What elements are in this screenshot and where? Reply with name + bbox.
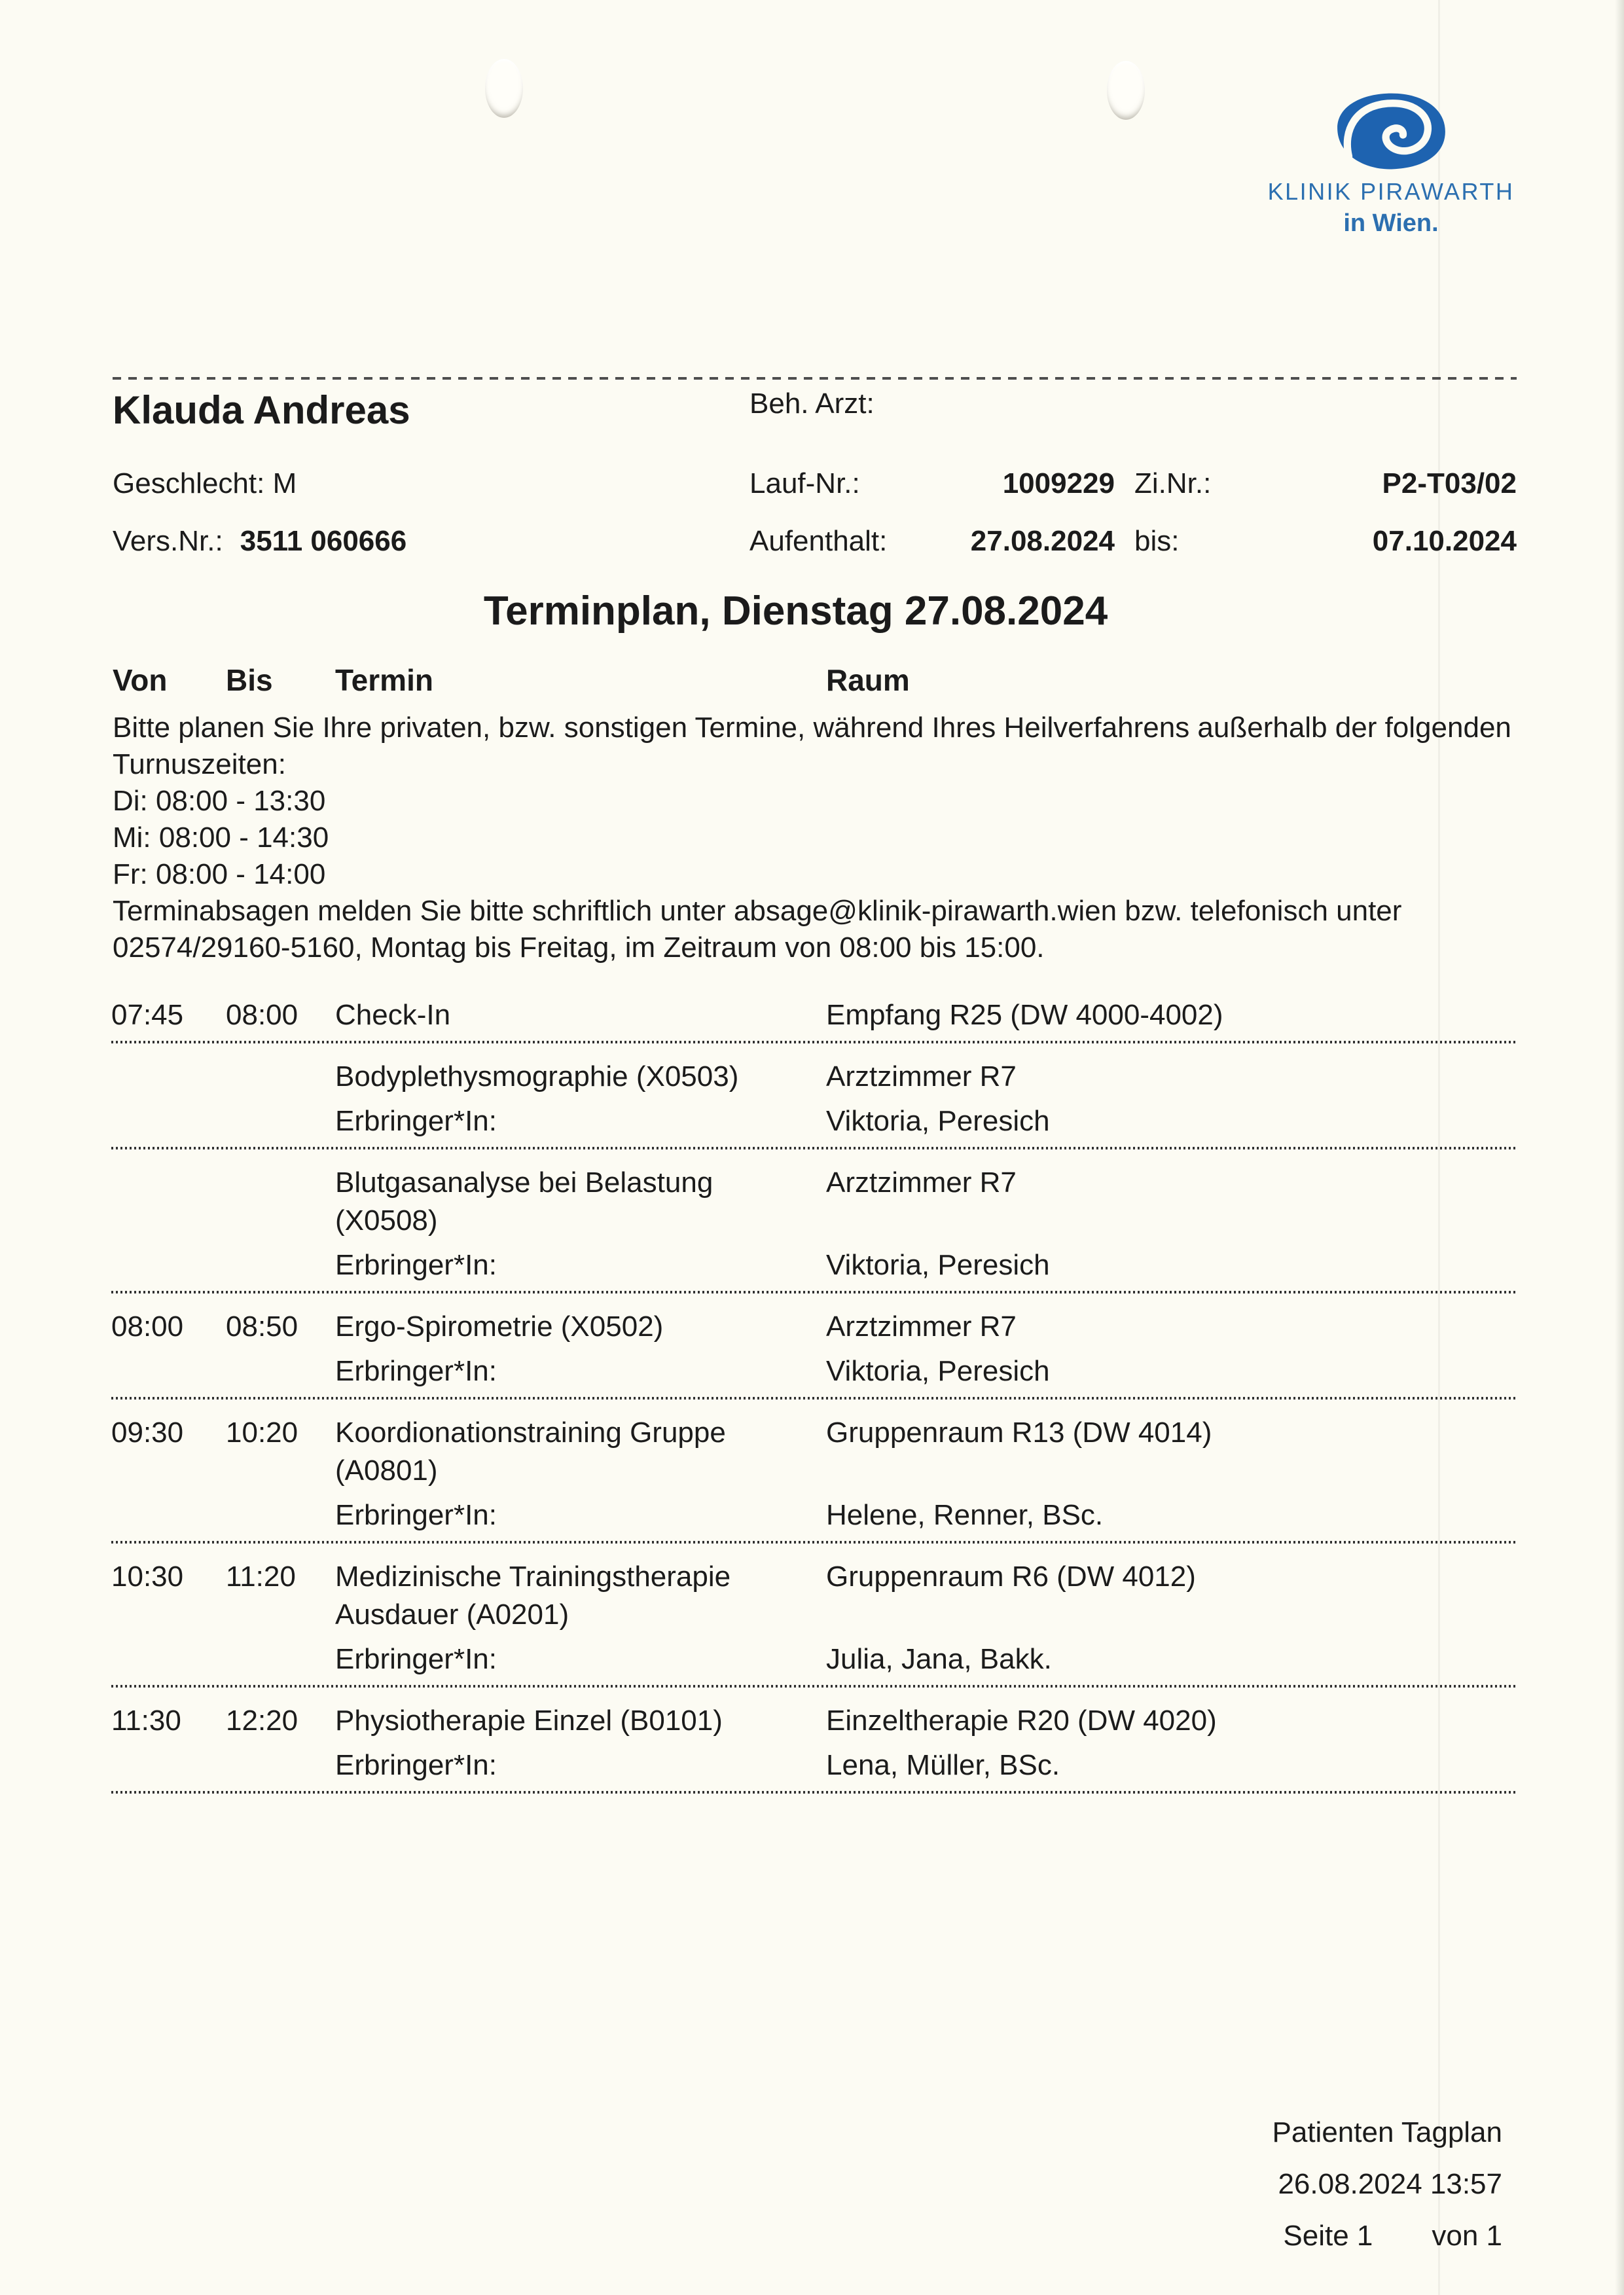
clinic-tagline: in Wien. [1343, 209, 1439, 237]
appointment-von: 09:30 [111, 1417, 184, 1449]
appointment-raum: Einzeltherapie R20 (DW 4020) [826, 1705, 1217, 1737]
notice-line: Turnuszeiten: [113, 748, 286, 780]
patient-gender-line [113, 467, 297, 500]
appointment-termin: Check-In [335, 999, 451, 1031]
appointment-termin: Blutgasanalyse bei Belastung (X0508) [335, 1166, 713, 1237]
beh-arzt-line [749, 388, 1517, 420]
zinr-value: P2-T03/02 [1382, 467, 1517, 499]
appointment-bis [226, 1164, 335, 1240]
appointment-von: 10:30 [111, 1561, 184, 1593]
gender-label: Geschlecht: [113, 467, 265, 499]
clinic-logo [1260, 90, 1522, 238]
appointment-row [111, 1544, 1515, 1685]
appointment-main-line [111, 1414, 1515, 1490]
appointment-erbringer-line [111, 1746, 1515, 1784]
appointment-bis [226, 1058, 335, 1096]
appointment-erbringer-line [111, 1352, 1515, 1390]
header-von: Von [113, 663, 168, 697]
erbringer-name: Viktoria, Peresich [826, 1355, 1050, 1387]
appointment-bis: 10:20 [226, 1417, 298, 1449]
appointment-row [111, 1688, 1515, 1791]
erbringer-label: Erbringer*In: [335, 1499, 497, 1531]
clinic-name: KLINIK PIRAWARTH [1267, 178, 1515, 205]
appointment-erbringer-line [111, 1496, 1515, 1534]
punch-hole [485, 59, 523, 118]
appointment-main-line [111, 1558, 1515, 1634]
erbringer-name: Lena, Müller, BSc. [826, 1749, 1060, 1781]
appointment-row [111, 982, 1515, 1041]
notice-line: Terminabsagen melden Sie bitte schriftlich unter absage@klinik-pirawarth.wien bzw. telefonisch unter [113, 895, 1402, 927]
appointment-erbringer-line [111, 1246, 1515, 1284]
scan-edge-shadow [1615, 0, 1624, 2295]
appointment-erbringer-line [111, 1102, 1515, 1140]
gender-value: M [272, 467, 297, 499]
versnr-label: Vers.Nr.: [113, 525, 223, 557]
appointment-main-line [111, 996, 1515, 1034]
header-bis: Bis [226, 663, 273, 697]
appointment-erbringer-line [111, 1640, 1515, 1678]
zinr-label: Zi.Nr.: [1134, 467, 1212, 499]
page-footer [1272, 2106, 1502, 2262]
appointment-termin: Ergo-Spirometrie (X0502) [335, 1310, 664, 1343]
footer-page-number: Seite 1 von 1 [1283, 2220, 1502, 2252]
aufenthalt-bis-value: 07.10.2024 [1372, 525, 1517, 557]
punch-hole [1107, 61, 1145, 120]
appointment-von: 11:30 [111, 1705, 181, 1737]
appointment-von [111, 1164, 226, 1240]
erbringer-label: Erbringer*In: [335, 1643, 497, 1675]
clinic-swirl-icon [1334, 90, 1448, 173]
appointment-bis: 11:20 [226, 1561, 296, 1593]
laufnr-label: Lauf-Nr.: [749, 467, 860, 499]
appointment-main-line [111, 1702, 1515, 1740]
appointment-von [111, 1058, 226, 1096]
appointment-bis: 12:20 [226, 1705, 298, 1737]
dotted-separator [111, 1791, 1515, 1794]
versnr-value: 3511 060666 [240, 525, 407, 557]
appointment-raum: Arztzimmer R7 [826, 1310, 1017, 1343]
appointment-termin: Koordionationstraining Gruppe (A0801) [335, 1417, 726, 1487]
turnuszeiten-notice [113, 710, 1526, 966]
appointment-row [111, 1043, 1515, 1147]
appointment-von: 08:00 [111, 1310, 184, 1343]
appointment-row [111, 1400, 1515, 1541]
footer-doc-type: Patienten Tagplan [1272, 2116, 1502, 2148]
appointment-row [111, 1293, 1515, 1397]
beh-arzt-label: Beh. Arzt: [749, 388, 875, 420]
appointment-main-line [111, 1308, 1515, 1346]
laufnr-line [749, 467, 1517, 500]
erbringer-name: Viktoria, Peresich [826, 1105, 1050, 1137]
notice-line: Fr: 08:00 - 14:00 [113, 858, 326, 890]
appointment-termin: Physiotherapie Einzel (B0101) [335, 1705, 723, 1737]
appointment-row [111, 1149, 1515, 1291]
notice-line: Bitte planen Sie Ihre privaten, bzw. sonstigen Termine, während Ihres Heilverfahrens außerhalb der folgenden [113, 712, 1511, 744]
appointment-bis: 08:50 [226, 1310, 298, 1343]
appointment-raum: Empfang R25 (DW 4000-4002) [826, 999, 1223, 1031]
erbringer-label: Erbringer*In: [335, 1249, 497, 1281]
appointment-list [111, 982, 1515, 1794]
appointment-bis: 08:00 [226, 999, 298, 1031]
patient-name: Klauda Andreas [113, 388, 410, 432]
erbringer-label: Erbringer*In: [335, 1749, 497, 1781]
erbringer-name: Helene, Renner, BSc. [826, 1499, 1104, 1531]
appointment-raum: Gruppenraum R6 (DW 4012) [826, 1561, 1196, 1593]
notice-line: Mi: 08:00 - 14:30 [113, 822, 329, 854]
patient-versnr-line [113, 525, 406, 558]
appointment-raum: Arztzimmer R7 [826, 1166, 1017, 1199]
aufenthalt-line [749, 525, 1517, 558]
page-title: Terminplan, Dienstag 27.08.2024 [483, 588, 1108, 634]
erbringer-label: Erbringer*In: [335, 1105, 497, 1137]
bis-label: bis: [1134, 525, 1180, 557]
appointment-raum: Arztzimmer R7 [826, 1060, 1017, 1093]
aufenthalt-von-value: 27.08.2024 [970, 525, 1115, 557]
appointment-termin: Bodyplethysmographie (X0503) [335, 1060, 739, 1093]
header-raum: Raum [826, 663, 910, 697]
appointment-raum: Gruppenraum R13 (DW 4014) [826, 1417, 1212, 1449]
dashed-divider [113, 377, 1517, 380]
appointment-main-line [111, 1164, 1515, 1240]
notice-line: Di: 08:00 - 13:30 [113, 785, 326, 817]
erbringer-label: Erbringer*In: [335, 1355, 497, 1387]
aufenthalt-label: Aufenthalt: [749, 525, 888, 557]
header-termin: Termin [335, 663, 433, 697]
erbringer-name: Julia, Jana, Bakk. [826, 1643, 1052, 1675]
erbringer-name: Viktoria, Peresich [826, 1249, 1050, 1281]
footer-print-timestamp: 26.08.2024 13:57 [1278, 2168, 1502, 2200]
notice-line: 02574/29160-5160, Montag bis Freitag, im Zeitraum von 08:00 bis 15:00. [113, 931, 1045, 964]
appointment-von: 07:45 [111, 999, 184, 1031]
laufnr-value: 1009229 [1002, 467, 1115, 499]
appointment-main-line [111, 1058, 1515, 1096]
appointment-termin: Medizinische Trainingstherapie Ausdauer (A0201) [335, 1561, 731, 1631]
